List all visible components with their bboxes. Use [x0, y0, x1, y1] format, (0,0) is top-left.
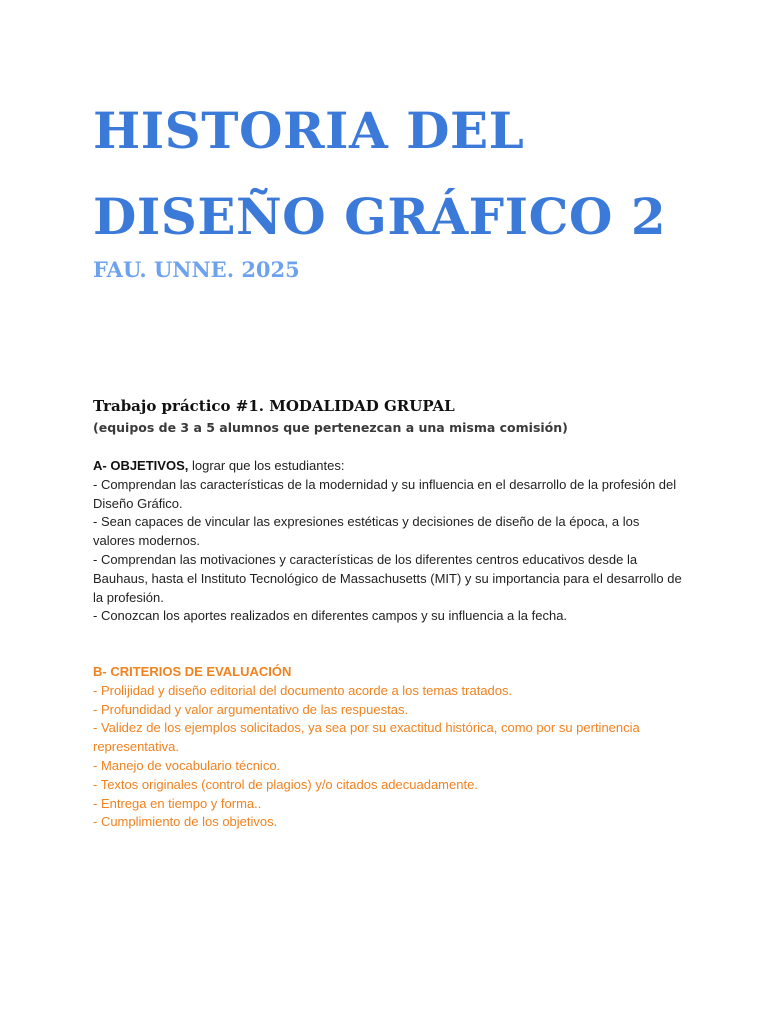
document-subtitle: FAU. UNNE. 2025: [93, 257, 300, 282]
title-line-1: HISTORIA DEL: [93, 101, 525, 160]
criteria-item: - Textos originales (control de plagios) y/o citados adecuadamente.: [93, 776, 478, 792]
document-title: [93, 88, 713, 260]
criteria-item: - Prolijidad y diseño editorial del documento acorde a los temas tratados.: [93, 682, 513, 698]
criteria-item: - Validez de los ejemplos solicitados, ya sea por su exactitud histórica, como por su pertinencia representativa.: [93, 720, 640, 755]
objectives-section: [93, 457, 683, 626]
objectives-heading-line: [93, 457, 683, 476]
objectives-heading: A- OBJETIVOS,: [93, 458, 189, 473]
criteria-section: [93, 663, 683, 832]
criteria-heading: B- CRITERIOS DE EVALUACIÓN: [93, 664, 292, 679]
assignment-heading: Trabajo práctico #1. MODALIDAD GRUPAL: [93, 397, 455, 415]
assignment-header: [93, 395, 693, 437]
objective-item: - Sean capaces de vincular las expresiones estéticas y decisiones de diseño de la época, a los valores modernos.: [93, 514, 640, 549]
objectives-intro: lograr que los estudiantes:: [188, 458, 345, 473]
assignment-note: (equipos de 3 a 5 alumnos que pertenezcan a una misma comisión): [93, 420, 568, 435]
objective-item: - Comprendan las características de la modernidad y su influencia en el desarrollo de la profesión del Diseño Gráfico.: [93, 476, 677, 511]
objective-item: - Conozcan los aportes realizados en diferentes campos y su influencia a la fecha.: [93, 608, 568, 624]
criteria-item: - Profundidad y valor argumentativo de las respuestas.: [93, 701, 409, 717]
criteria-item: - Entrega en tiempo y forma..: [93, 795, 262, 811]
criteria-item: - Manejo de vocabulario técnico.: [93, 757, 281, 773]
title-line-2: DISEÑO GRÁFICO 2: [93, 187, 667, 246]
objective-item: - Comprendan las motivaciones y características de los diferentes centros educativos desde la Bauhaus, hasta el Instituto Tecnológico de Massachusetts (MIT) y su importancia para el desarrollo de la profesión.: [93, 551, 682, 605]
criteria-item: - Cumplimiento de los objetivos.: [93, 814, 278, 830]
